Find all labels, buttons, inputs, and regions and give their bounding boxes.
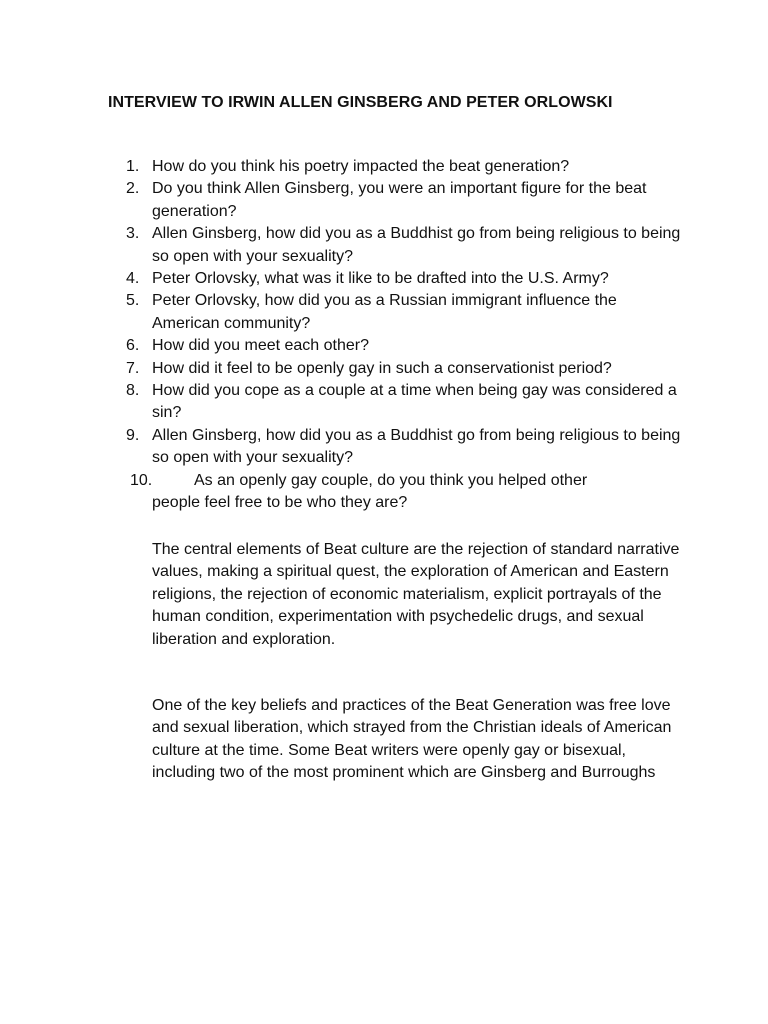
paragraph-beat-beliefs: One of the key beliefs and practices of the Beat Generation was free love and sexual liberation, which strayed from the Christian ideals of American culture at the time. Some Beat writers were openly gay or bisexual, including two of the most prominent which are Ginsberg and Burroughs	[152, 697, 672, 782]
question-item-10	[126, 470, 686, 515]
question-number: 1.	[126, 158, 140, 175]
document-title: INTERVIEW TO IRWIN ALLEN GINSBERG AND PETER ORLOWSKI	[108, 94, 613, 111]
question-number: 4.	[126, 270, 140, 288]
question-item-9	[126, 425, 686, 470]
question-number: 6.	[126, 337, 140, 355]
question-item-7	[126, 358, 686, 380]
question-number: 5.	[126, 292, 140, 310]
question-item-6	[126, 335, 686, 357]
question-item-8	[126, 380, 686, 425]
question-text: How did it feel to be openly gay in such a conservationist period?	[152, 359, 612, 377]
question-text: Allen Ginsberg, how did you as a Buddhist go from being religious to being so open with your sexuality?	[152, 225, 681, 265]
question-text: How do you think his poetry impacted the beat generation?	[152, 158, 570, 175]
question-item-5	[126, 290, 686, 335]
question-list	[126, 156, 686, 515]
question-text: Peter Orlovsky, how did you as a Russian immigrant influence the American community?	[152, 292, 617, 332]
question-item-2	[126, 178, 686, 223]
question-text: Do you think Allen Ginsberg, you were an important figure for the beat generation?	[152, 180, 647, 220]
question-number: 9.	[126, 426, 140, 444]
paragraph-beat-culture: The central elements of Beat culture are the rejection of standard narrative values, making a spiritual quest, the exploration of American and Eastern religions, the rejection of economic materialism, explicit portrayals of the human condition, experimentation with psychedelic drugs, and sexual liberation and exploration.	[152, 541, 680, 648]
question-text: Allen Ginsberg, how did you as a Buddhist go from being religious to being so open with your sexuality?	[152, 426, 681, 467]
question-number: 7.	[126, 359, 140, 377]
question-text-line-2: people feel free to be who they are?	[152, 494, 408, 512]
question-number: 10.	[130, 471, 153, 489]
question-text: Peter Orlovsky, what was it like to be drafted into the U.S. Army?	[152, 270, 609, 288]
question-number: 2.	[126, 180, 140, 198]
question-text-line-1: As an openly gay couple, do you think you helped other	[194, 471, 588, 489]
question-item-1	[126, 156, 686, 178]
question-item-3	[126, 223, 686, 268]
question-number: 8.	[126, 382, 140, 400]
question-text: How did you meet each other?	[152, 337, 370, 355]
question-item-4	[126, 268, 686, 290]
question-text: How did you cope as a couple at a time when being gay was considered a sin?	[152, 382, 677, 422]
question-text	[152, 470, 686, 515]
question-number: 3.	[126, 225, 140, 243]
